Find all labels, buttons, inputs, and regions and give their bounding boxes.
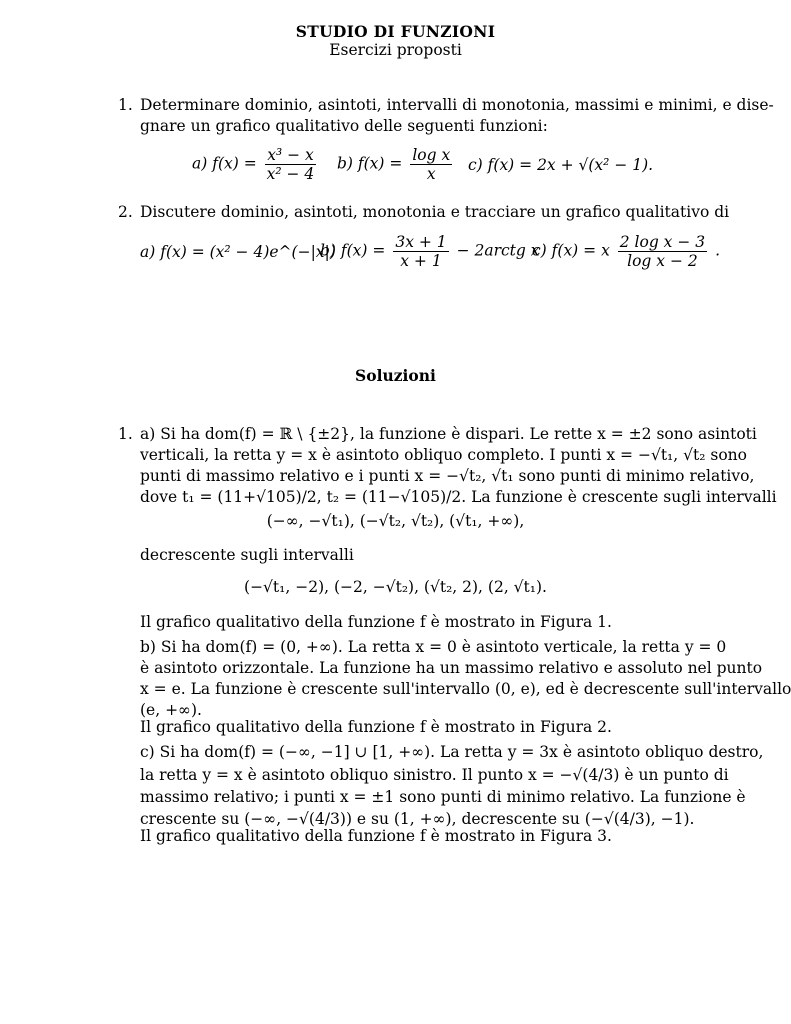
exercise-2-formula-c [532, 233, 720, 270]
solution-1-number: 1. [118, 425, 133, 443]
exercise-2-formula-b [320, 233, 540, 270]
solution-1c-line-1: c) Si ha dom(f) = (−∞, −1] ∪ [1, +∞). La retta y = 3x è asintoto obliquo destro, [140, 743, 764, 761]
exercise-1-line-2: gnare un grafico qualitativo delle seguenti funzioni: [140, 117, 548, 135]
exercise-1-formula-b [337, 146, 455, 183]
solution-1a-increasing-intervals: (−∞, −√t₁), (−√t₂, √t₂), (√t₁, +∞), [266, 512, 525, 530]
solutions-heading: Soluzioni [355, 366, 436, 385]
formula-b-numerator: log x [412, 146, 451, 164]
formula2-c-denominator: log x − 2 [627, 252, 698, 270]
formula-b-denominator: x [426, 165, 436, 183]
formula-a-numerator: x³ − x [265, 146, 317, 165]
exercise-1-formula-c: c) f(x) = 2x + √(x² − 1). [468, 156, 654, 174]
formula2-c-label: c) f(x) = x [532, 241, 610, 260]
solution-1c-line-3: massimo relativo; i punti x = ±1 sono punti di minimo relativo. La funzione è [140, 788, 746, 806]
solution-1a-line-2: verticali, la retta y = x è asintoto obliquo completo. I punti x = −√t₁, √t₂ sono [140, 446, 747, 464]
solution-1a-line-6: Il grafico qualitativo della funzione f è mostrato in Figura 1. [140, 613, 612, 631]
solution-1b-line-2: è asintoto orizzontale. La funzione ha un massimo relativo e assoluto nel punto [140, 659, 763, 677]
formula-a-denominator: x² − 4 [266, 165, 315, 183]
solution-1a-line-3: punti di massimo relativo e i punti x = −√t₂, √t₁ sono punti di minimo relativo, [140, 467, 755, 485]
solution-1a-line-1: a) Si ha dom(f) = ℝ \ {±2}, la funzione è dispari. Le rette x = ±2 sono asintoti [140, 425, 757, 443]
solution-1b-line-4: (e, +∞). [140, 701, 202, 719]
exercise-2-line-1: Discutere dominio, asintoti, monotonia e tracciare un grafico qualitativo di [140, 203, 730, 221]
formula2-c-tail: . [715, 241, 720, 260]
solution-1b-line-3: x = e. La funzione è crescente sull'intervallo (0, e), ed è decrescente sull'intervallo [140, 680, 791, 698]
exercise-2-formula-a: a) f(x) = (x² − 4)e^(−|x|) [140, 243, 336, 261]
solution-1a-decreasing-intervals: (−√t₁, −2), (−2, −√t₂), (√t₂, 2), (2, √t₁). [244, 578, 547, 596]
solution-1c-line-4: crescente su (−∞, −√(4/3)) e su (1, +∞), decrescente su (−√(4/3), −1). [140, 810, 695, 828]
formula2-b-tail: − 2arctg x [456, 241, 540, 260]
formula2-c-fraction [618, 233, 707, 270]
formula2-c-numerator: 2 log x − 3 [619, 233, 706, 251]
solution-1c-line-2: la retta y = x è asintoto obliquo sinistro. Il punto x = −√(4/3) è un punto di [140, 766, 729, 784]
formula-b-fraction [410, 146, 452, 183]
solution-1b-line-5: Il grafico qualitativo della funzione f è mostrato in Figura 2. [140, 718, 612, 736]
formula2-b-label: b) f(x) = [320, 241, 386, 260]
formula-a-fraction [265, 146, 317, 183]
formula-a-label: a) f(x) = [192, 154, 257, 173]
solution-1b-line-1: b) Si ha dom(f) = (0, +∞). La retta x = 0 è asintoto verticale, la retta y = 0 [140, 638, 727, 656]
formula2-b-numerator: 3x + 1 [395, 233, 447, 251]
exercise-1-formula-a [192, 146, 319, 183]
formula-b-label: b) f(x) = [337, 154, 403, 173]
formula2-b-fraction [393, 233, 448, 270]
page-title: STUDIO DI FUNZIONI [295, 22, 496, 41]
solution-1c-line-5: Il grafico qualitativo della funzione f è mostrato in Figura 3. [140, 827, 612, 845]
exercise-1-number: 1. [118, 96, 133, 114]
solution-1a-line-4: dove t₁ = (11+√105)/2, t₂ = (11−√105)/2. La funzione è crescente sugli intervalli [140, 488, 777, 506]
exercise-1-line-1: Determinare dominio, asintoti, intervalli di monotonia, massimi e minimi, e dise- [140, 96, 774, 114]
exercise-2-number: 2. [118, 203, 133, 221]
page-subtitle: Esercizi proposti [329, 41, 462, 59]
formula2-b-denominator: x + 1 [400, 252, 442, 270]
solution-1a-line-5: decrescente sugli intervalli [140, 546, 354, 564]
